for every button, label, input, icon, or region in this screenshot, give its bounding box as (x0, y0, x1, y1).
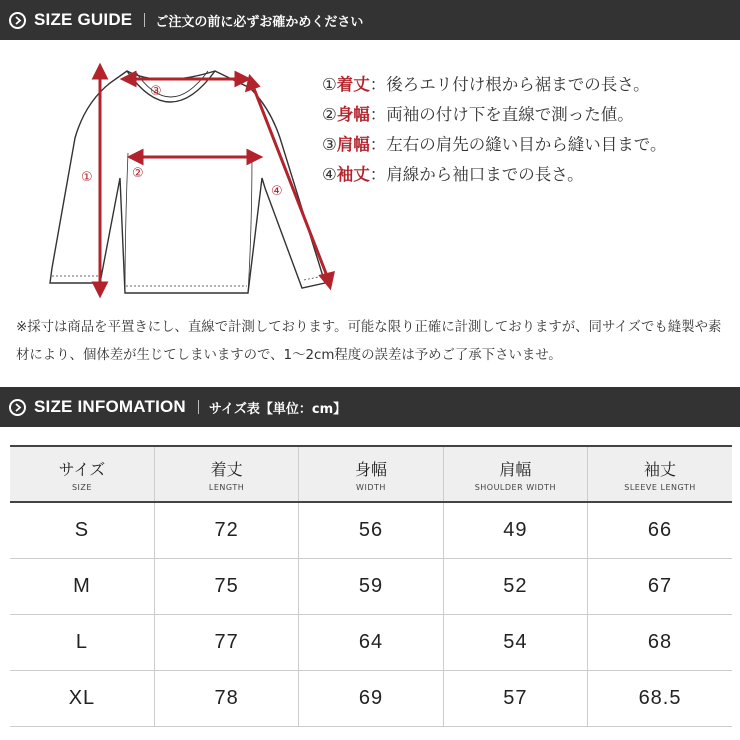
size-guide-subtitle: ご注文の前に必ずお確かめください (155, 14, 364, 30)
table-cell: 49 (443, 502, 587, 558)
marker-3: ③ (150, 84, 162, 99)
col-size: サイズ SIZE (10, 446, 154, 502)
table-cell: 57 (443, 670, 587, 726)
table-cell: 64 (299, 614, 443, 670)
table-cell: 56 (299, 502, 443, 558)
table-cell: 66 (588, 502, 732, 558)
table-cell: L (10, 614, 154, 670)
col-length: 着丈 LENGTH (154, 446, 298, 502)
header-divider (198, 400, 199, 414)
measurement-legend (322, 70, 666, 190)
chevron-right-circle-icon (9, 399, 26, 416)
table-row (10, 502, 732, 558)
chevron-right-circle-icon (9, 12, 26, 29)
legend-item-length: ①着丈：後ろエリ付け根から裾までの長さ。 (322, 75, 650, 94)
col-sleeve: 袖丈 SLEEVE LENGTH (588, 446, 732, 502)
size-info-subtitle: サイズ表【単位：cm】 (208, 401, 347, 417)
size-table (10, 445, 732, 727)
table-row (10, 614, 732, 670)
legend-item-shoulder: ③肩幅：左右の肩先の縫い目から縫い目まで。 (322, 135, 667, 154)
size-guide-header (0, 0, 740, 40)
table-cell: 75 (154, 558, 298, 614)
table-cell: 54 (443, 614, 587, 670)
marker-2: ② (132, 166, 144, 181)
size-info-title: SIZE INFOMATION (34, 397, 186, 416)
table-row (10, 558, 732, 614)
table-cell: 78 (154, 670, 298, 726)
legend-item-width: ②身幅：両袖の付け下を直線で測った値。 (322, 105, 634, 124)
table-cell: 67 (588, 558, 732, 614)
marker-1: ① (81, 170, 93, 185)
table-cell: 72 (154, 502, 298, 558)
table-cell: 68 (588, 614, 732, 670)
shirt-measurement-diagram (40, 58, 340, 303)
table-cell: S (10, 502, 154, 558)
col-width: 身幅 WIDTH (299, 446, 443, 502)
table-cell: M (10, 558, 154, 614)
marker-4: ④ (271, 184, 283, 199)
size-info-header (0, 387, 740, 427)
header-divider (144, 13, 145, 27)
table-cell: 77 (154, 614, 298, 670)
table-cell: 68.5 (588, 670, 732, 726)
table-cell: 52 (443, 558, 587, 614)
table-cell: 59 (299, 558, 443, 614)
table-header-row (10, 446, 732, 502)
measurement-note: ※採寸は商品を平置きにし、直線で計測しております。可能な限り正確に計測しておりますが、同サイズでも縫製や素材により、個体差が生じてしまいますので、1〜2cm程度の誤差は予めご了承下さいませ。 (16, 320, 722, 363)
legend-item-sleeve: ④袖丈：肩線から袖口までの長さ。 (322, 165, 584, 184)
table-row (10, 670, 732, 726)
size-guide-title: SIZE GUIDE (34, 10, 133, 29)
col-shoulder: 肩幅 SHOULDER WIDTH (443, 446, 587, 502)
table-cell: XL (10, 670, 154, 726)
table-cell: 69 (299, 670, 443, 726)
